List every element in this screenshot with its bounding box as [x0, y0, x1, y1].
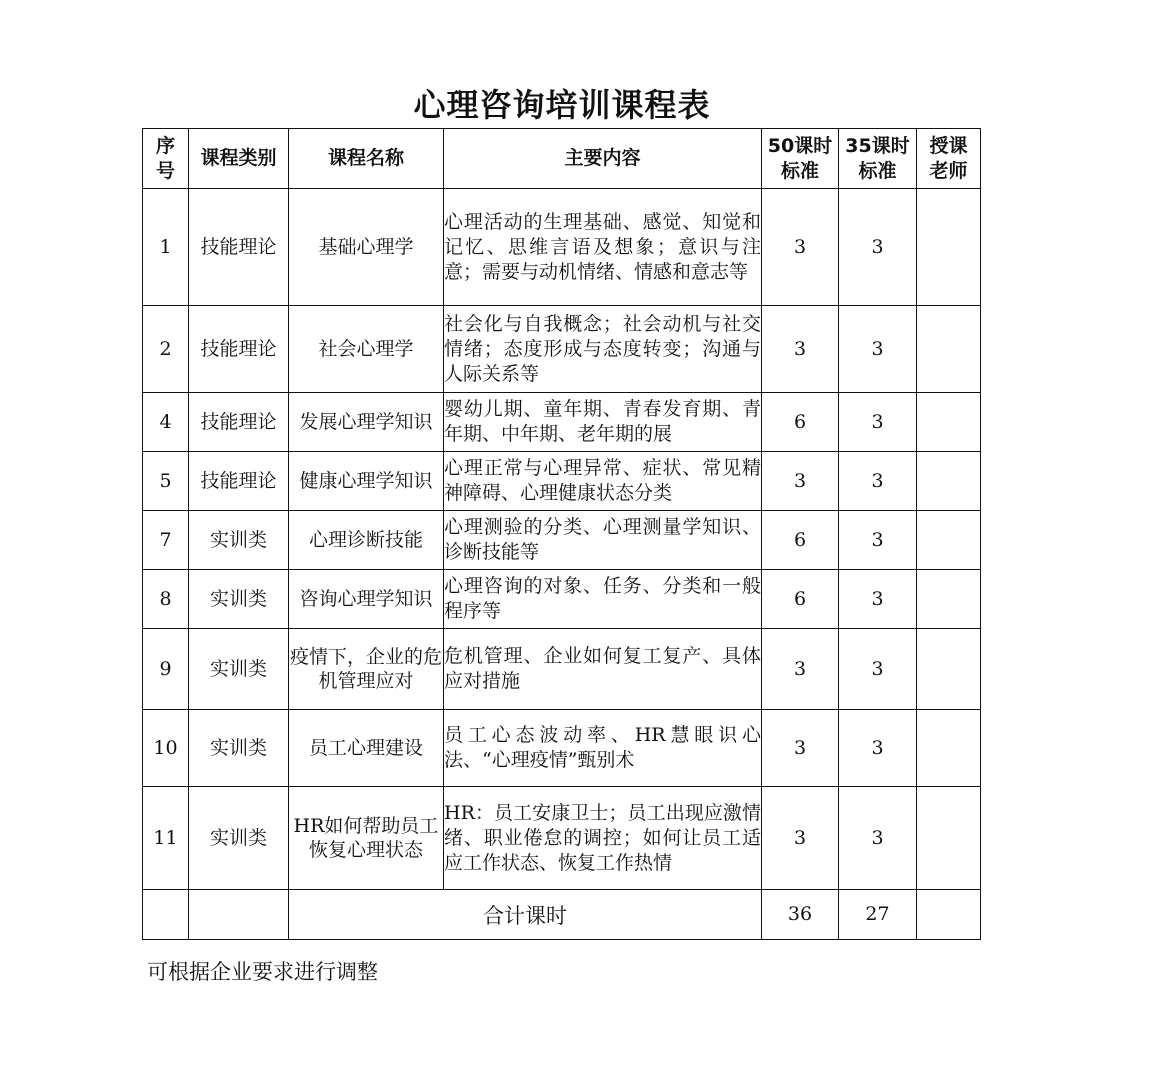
header-seq: 序号: [143, 129, 189, 189]
row-course-name: 咨询心理学知识: [289, 570, 444, 629]
row-category: 技能理论: [189, 393, 289, 452]
header-category: 课程类别: [189, 129, 289, 189]
row-category: 实训类: [189, 787, 289, 890]
table-row: [143, 393, 981, 452]
row-50-hours: 3: [762, 710, 839, 787]
course-table: [142, 128, 981, 940]
row-50-hours: 6: [762, 511, 839, 570]
header-content: 主要内容: [444, 129, 762, 189]
row-35-hours: 3: [839, 629, 917, 710]
row-seq: 4: [143, 393, 189, 452]
row-course-name: 社会心理学: [289, 306, 444, 393]
row-teacher: [917, 189, 981, 306]
total-teacher: [917, 890, 981, 940]
total-35-hours: 27: [839, 890, 917, 940]
row-seq: 11: [143, 787, 189, 890]
total-50-hours: 36: [762, 890, 839, 940]
row-category: 技能理论: [189, 189, 289, 306]
total-row: [143, 890, 981, 940]
row-content: 心理活动的生理基础、感觉、知觉和记忆、思维言语及想象；意识与注意；需要与动机情绪、情感和意志等: [444, 189, 762, 306]
row-50-hours: 3: [762, 306, 839, 393]
row-content: 心理测验的分类、心理测量学知识、诊断技能等: [444, 511, 762, 570]
row-seq: 5: [143, 452, 189, 511]
row-category: 实训类: [189, 710, 289, 787]
row-50-hours: 3: [762, 787, 839, 890]
row-course-name: 心理诊断技能: [289, 511, 444, 570]
row-teacher: [917, 787, 981, 890]
row-content: 员工心态波动率、HR慧眼识心法、“心理疫情”甄别术: [444, 710, 762, 787]
row-seq: 7: [143, 511, 189, 570]
row-teacher: [917, 511, 981, 570]
row-course-name: 发展心理学知识: [289, 393, 444, 452]
row-35-hours: 3: [839, 787, 917, 890]
page-title: 心理咨询培训课程表: [413, 86, 711, 124]
table-row: [143, 511, 981, 570]
row-teacher: [917, 710, 981, 787]
total-label: 合计课时: [289, 890, 762, 940]
table-row: [143, 787, 981, 890]
row-course-name: 疫情下，企业的危机管理应对: [289, 629, 444, 710]
row-category: 技能理论: [189, 452, 289, 511]
row-teacher: [917, 570, 981, 629]
total-empty-category: [189, 890, 289, 940]
row-35-hours: 3: [839, 452, 917, 511]
row-seq: 1: [143, 189, 189, 306]
row-category: 技能理论: [189, 306, 289, 393]
row-35-hours: 3: [839, 570, 917, 629]
row-content: 社会化与自我概念；社会动机与社交情绪；态度形成与态度转变；沟通与人际关系等: [444, 306, 762, 393]
row-content: 心理正常与心理异常、症状、常见精神障碍、心理健康状态分类: [444, 452, 762, 511]
header-teacher: 授课老师: [917, 129, 981, 189]
row-35-hours: 3: [839, 393, 917, 452]
table-row: [143, 629, 981, 710]
row-50-hours: 3: [762, 452, 839, 511]
table-row: [143, 710, 981, 787]
row-category: 实训类: [189, 629, 289, 710]
row-category: 实训类: [189, 511, 289, 570]
table-row: [143, 306, 981, 393]
header-row: [143, 129, 981, 189]
row-course-name: 基础心理学: [289, 189, 444, 306]
row-category: 实训类: [189, 570, 289, 629]
header-35-hours: 35课时标准: [839, 129, 917, 189]
row-teacher: [917, 452, 981, 511]
row-50-hours: 6: [762, 570, 839, 629]
row-50-hours: 3: [762, 629, 839, 710]
row-35-hours: 3: [839, 306, 917, 393]
table-row: [143, 570, 981, 629]
row-seq: 10: [143, 710, 189, 787]
row-seq: 8: [143, 570, 189, 629]
row-content: HR：员工安康卫士；员工出现应激情绪、职业倦怠的调控；如何让员工适应工作状态、恢复工作热情: [444, 787, 762, 890]
row-50-hours: 6: [762, 393, 839, 452]
table-row: [143, 452, 981, 511]
row-content: 心理咨询的对象、任务、分类和一般程序等: [444, 570, 762, 629]
row-content: 婴幼儿期、童年期、青春发育期、青年期、中年期、老年期的展: [444, 393, 762, 452]
row-35-hours: 3: [839, 189, 917, 306]
row-course-name: HR如何帮助员工恢复心理状态: [289, 787, 444, 890]
row-course-name: 健康心理学知识: [289, 452, 444, 511]
row-50-hours: 3: [762, 189, 839, 306]
row-course-name: 员工心理建设: [289, 710, 444, 787]
row-content: 危机管理、企业如何复工复产、具体应对措施: [444, 629, 762, 710]
table-row: [143, 189, 981, 306]
row-teacher: [917, 393, 981, 452]
row-teacher: [917, 629, 981, 710]
header-50-hours: 50课时标准: [762, 129, 839, 189]
row-seq: 9: [143, 629, 189, 710]
row-seq: 2: [143, 306, 189, 393]
footnote: 可根据企业要求进行调整: [147, 960, 378, 984]
row-35-hours: 3: [839, 511, 917, 570]
total-empty-seq: [143, 890, 189, 940]
row-35-hours: 3: [839, 710, 917, 787]
row-teacher: [917, 306, 981, 393]
header-name: 课程名称: [289, 129, 444, 189]
